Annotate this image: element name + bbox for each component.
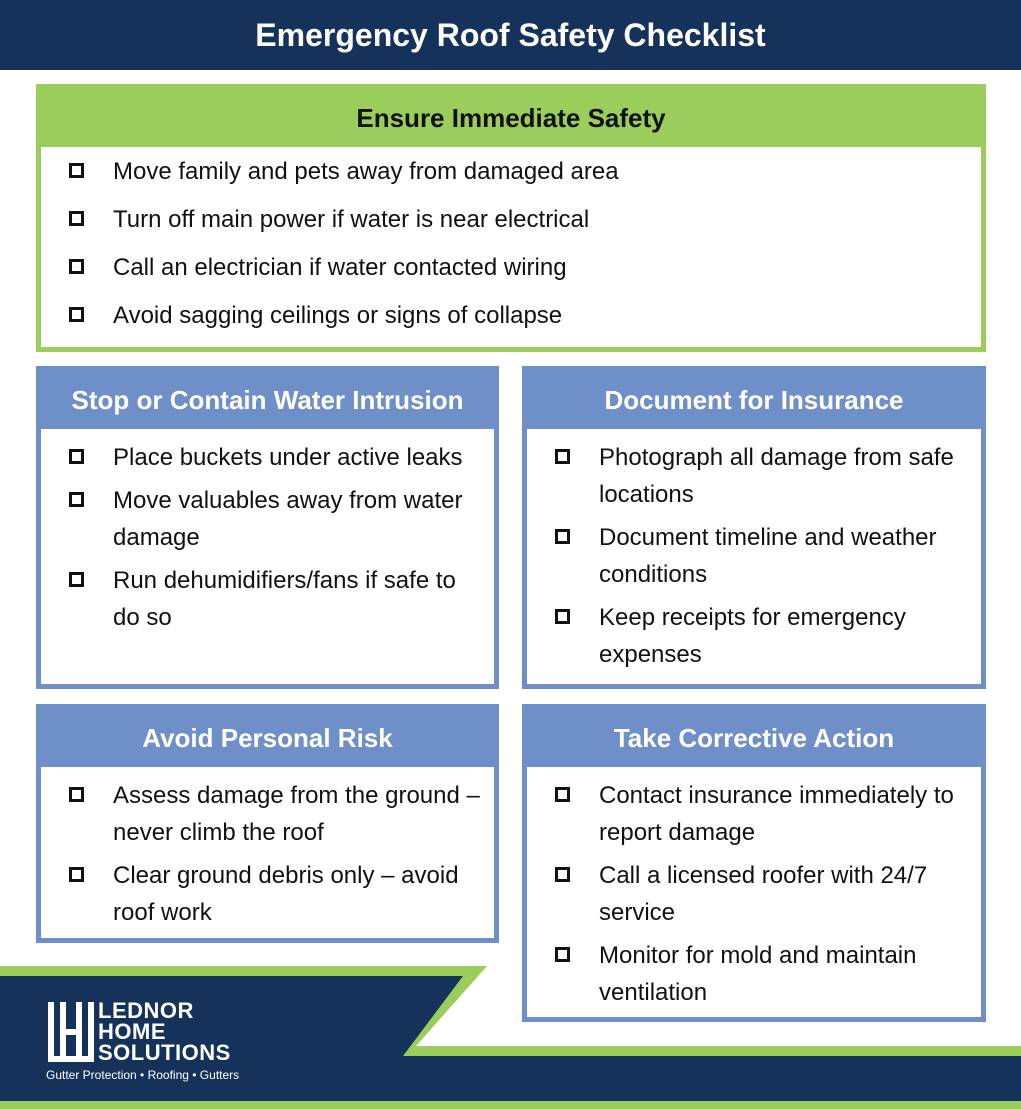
checklist-item[interactable]	[69, 153, 981, 201]
checkbox-icon[interactable]	[69, 449, 84, 464]
checkbox-icon[interactable]	[69, 867, 84, 882]
section-document-insurance	[522, 366, 986, 689]
page-title: Emergency Roof Safety Checklist	[255, 16, 766, 53]
checklist-item[interactable]	[69, 482, 484, 556]
checklist-item-text: Move family and pets away from damaged area	[113, 158, 619, 185]
checklist-item[interactable]	[69, 777, 484, 851]
checklist-item[interactable]	[555, 777, 971, 851]
checklist-item-text: Contact insurance immediately to report damage	[599, 782, 954, 846]
checklist-item-text: Move valuables away from water damage	[113, 487, 463, 551]
section-personal-risk	[36, 704, 499, 943]
checklist-item[interactable]	[69, 439, 484, 476]
logo-line: HOME	[98, 1019, 166, 1044]
checklist	[41, 147, 981, 345]
checkbox-icon[interactable]	[555, 867, 570, 882]
checklist-item-text: Avoid sagging ceilings or signs of collapse	[113, 302, 563, 329]
checklist	[41, 767, 494, 931]
footer-bottom-green-line	[0, 1101, 1021, 1109]
checkbox-icon[interactable]	[555, 787, 570, 802]
checkbox-icon[interactable]	[69, 572, 84, 587]
checklist-item[interactable]	[555, 857, 971, 931]
checklist-item[interactable]	[69, 201, 981, 249]
checkbox-icon[interactable]	[555, 947, 570, 962]
section-title: Avoid Personal Risk	[41, 709, 494, 767]
checklist-item-text: Call an electrician if water contacted wiring	[113, 254, 567, 281]
checklist-item[interactable]	[69, 562, 484, 636]
checklist-item-text: Clear ground debris only – avoid roof work	[113, 862, 459, 926]
section-title: Take Corrective Action	[527, 709, 981, 767]
checklist	[527, 767, 981, 1011]
checkbox-icon[interactable]	[69, 259, 84, 274]
checklist-item[interactable]	[69, 857, 484, 931]
section-title: Document for Insurance	[527, 371, 981, 429]
checklist-item[interactable]	[555, 599, 971, 673]
checkbox-icon[interactable]	[555, 609, 570, 624]
checklist-item-text: Keep receipts for emergency expenses	[599, 604, 906, 668]
logo-line: LEDNOR	[98, 998, 194, 1023]
section-title: Ensure Immediate Safety	[41, 89, 981, 147]
checkbox-icon[interactable]	[69, 307, 84, 322]
checklist	[527, 429, 981, 673]
section-title: Stop or Contain Water Intrusion	[41, 371, 494, 429]
checklist-item-text: Place buckets under active leaks	[113, 444, 463, 471]
checklist-item[interactable]	[555, 937, 971, 1011]
checklist-item-text: Run dehumidifiers/fans if safe to do so	[113, 567, 456, 631]
checklist-item[interactable]	[69, 249, 981, 297]
checklist-item-text: Turn off main power if water is near electrical	[113, 206, 590, 233]
checklist-item[interactable]	[555, 439, 971, 513]
section-immediate-safety	[36, 84, 986, 352]
checklist-item-text: Monitor for mold and maintain ventilation	[599, 942, 917, 1006]
lednor-logo-icon	[46, 1000, 96, 1064]
logo-line: SOLUTIONS	[98, 1040, 231, 1065]
checklist-item[interactable]	[555, 519, 971, 593]
checklist-item-text: Call a licensed roofer with 24/7 service	[599, 862, 928, 926]
checkbox-icon[interactable]	[69, 211, 84, 226]
checklist-item-text: Assess damage from the ground – never climb the roof	[113, 782, 480, 846]
checklist-item-text: Document timeline and weather conditions	[599, 524, 937, 588]
checkbox-icon[interactable]	[69, 787, 84, 802]
checkbox-icon[interactable]	[69, 492, 84, 507]
checkbox-icon[interactable]	[555, 529, 570, 544]
checkbox-icon[interactable]	[555, 449, 570, 464]
checklist-item[interactable]	[69, 297, 981, 345]
section-water-intrusion	[36, 366, 499, 689]
page-header	[0, 0, 1021, 70]
checkbox-icon[interactable]	[69, 163, 84, 178]
checklist-item-text: Photograph all damage from safe locations	[599, 444, 954, 508]
logo-tagline: Gutter Protection • Roofing • Gutters	[46, 1068, 240, 1082]
checklist	[41, 429, 494, 636]
section-corrective-action	[522, 704, 986, 1022]
logo-wordmark	[98, 1000, 231, 1063]
